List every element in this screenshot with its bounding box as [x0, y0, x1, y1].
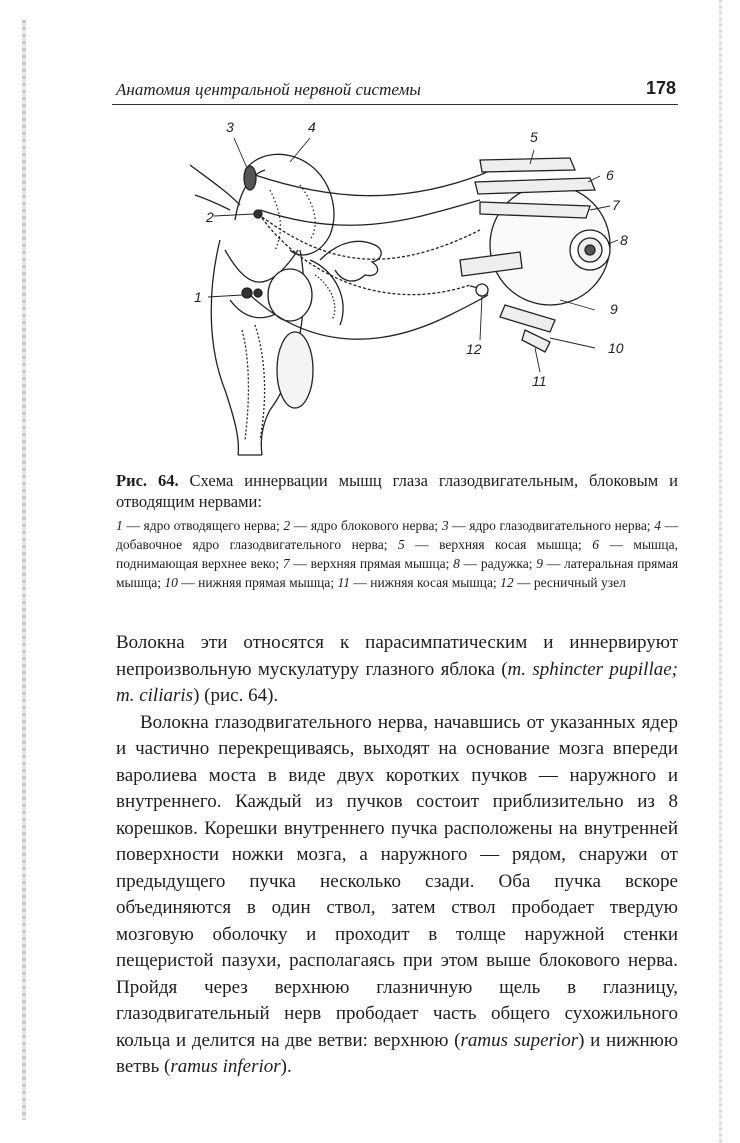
running-header [112, 78, 678, 105]
legend-text: мышца, поднимающая верхнее веко; [116, 537, 679, 571]
body-text [116, 630, 678, 1081]
figure-64-diagram [150, 110, 670, 460]
legend-num: 10 [164, 575, 178, 590]
figure-label-6: 6 [606, 167, 614, 183]
legend-num: 1 [116, 518, 123, 533]
legend-num: 11 [337, 575, 350, 590]
paragraph-2 [116, 710, 678, 1081]
legend-text: добавочное ядро глазодвигательного нерва; [116, 537, 388, 552]
figure-label-1: 1 [194, 289, 202, 305]
legend-text: латеральная прямая мышца; [116, 556, 679, 590]
innervation-illustration [150, 110, 670, 460]
p1-text: Волокна эти относятся к парасимпатическим и иннервируют непроизвольную мускулатуру глазного яблока ( [116, 632, 678, 680]
figure-label-12: 12 [466, 341, 482, 357]
p1-tail: ) (рис. 64). [193, 685, 279, 706]
figure-label-2: 2 [206, 209, 214, 225]
legend-num: 9 [536, 556, 544, 571]
scan-edge-right [719, 0, 722, 1143]
figure-label-11: 11 [532, 373, 547, 389]
legend-num: 7 [282, 556, 290, 571]
p2-tail: ). [280, 1056, 292, 1077]
p2-text: Волокна глазодвигательного нерва, начавшись от указанных ядер и частично перекрещиваясь, выходят на основание мозга впереди варолиева моста в виде двух коротких пучков — наружного и внутреннего. Каждый из пучков состоит приблизительно из 8 корешков. Корешки внутреннего пучка расположены на внутренней поверхности ножки мозга, а наружного — рядом, снаружи от предыдущего пучка несколько сзади. Оба пучка вскоре объединяются в один ствол, затем ствол прободает твердую мозговую оболочку и проходит в толще наружной стенки пещеристой пазухи, располагаясь при этом выше блокового нерва. Пройдя через верхнюю глазничную щель в глазницу, глазодвигательный нерв прободает часть общего сухожильного кольца и делится на две ветви: верхнюю ( [116, 711, 678, 1051]
legend-num: 8 [453, 556, 460, 571]
legend-text: верхняя прямая мышца; [310, 556, 450, 571]
figure-caption [116, 470, 678, 512]
legend-text: ядро отводящего нерва; [143, 518, 280, 533]
legend-num: 2 [283, 518, 291, 533]
page-number: 178 [645, 78, 676, 98]
caption-text: Схема иннервации мышц глаза глазодвигательным, блоковым и отводящим нервами: [116, 471, 678, 511]
figure-legend: 1 — ядро отводящего нерва; 2 — ядро блокового нерва; 3 — ядро глазодвигательного нерва; 4 — добавочное ядро глазодвигательного нерва; 5 — верхняя косая мышца; 6 — мышца, поднимающая верхнее веко; 7 — верхняя прямая мышца; 8 — радужка; 9 — латеральная прямая мышца; 10 — нижняя прямая мышца; 11 — нижняя косая мышца; 12 — ресничный узел [116, 518, 679, 590]
paragraph-1 [116, 630, 678, 710]
figure-label-7: 7 [612, 197, 620, 213]
p1-latin-term: m. sphincter pupillae; m. ciliaris [116, 658, 678, 706]
legend-text: верхняя косая мышца; [439, 537, 582, 552]
p2-latin-term-1: ramus superior [460, 1029, 579, 1051]
eyeball-drawing [460, 158, 610, 352]
legend-text: ресничный узел [533, 575, 626, 590]
running-title: Анатомия центральной нервной системы [116, 80, 421, 99]
scan-edge-left [22, 20, 26, 1120]
legend-num: 5 [397, 537, 405, 552]
legend-num: 3 [441, 518, 449, 533]
figure-label-9: 9 [610, 301, 618, 317]
legend-text: нижняя прямая мышца; [198, 575, 335, 590]
p2-latin-term-2: ramus inferior [170, 1056, 281, 1077]
figure-label-4: 4 [308, 119, 316, 135]
figure-label-10: 10 [608, 340, 624, 356]
legend-text: ядро блокового нерва; [310, 518, 439, 533]
legend-num: 4 [654, 518, 661, 533]
figure-label-8: 8 [620, 232, 628, 248]
brainstem-drawing [190, 154, 381, 455]
figure-label-3: 3 [226, 119, 234, 135]
legend-text: нижняя косая мышца; [370, 575, 497, 590]
p2-mid: ) и нижнюю ветвь ( [116, 1029, 679, 1077]
caption-number: Рис. 64. [116, 471, 179, 490]
legend-num: 6 [592, 537, 599, 552]
legend-num: 12 [500, 575, 514, 590]
legend-text: ядро глазодвигательного нерва; [469, 518, 651, 533]
legend-text: радужка; [480, 556, 533, 571]
figure-label-5: 5 [530, 129, 538, 145]
